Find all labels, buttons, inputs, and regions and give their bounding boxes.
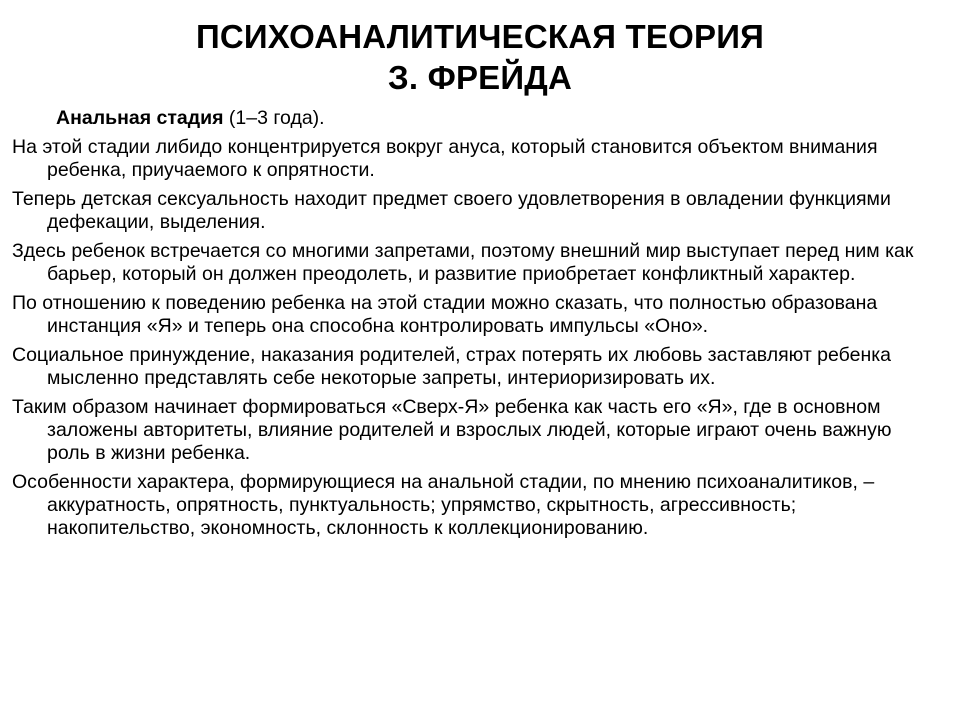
stage-name: Анальная стадия	[56, 107, 224, 129]
paragraph-character-traits: Особенности характера, формирующиеся на анальной стадии, по мнению психоаналитиков, – аккуратность, опрятность, пунктуальность; упрямство, скрытность, агрессивность; накопительство, экономность, склонность к коллекционированию.	[12, 471, 875, 539]
paragraph-superego: Таким образом начинает формироваться «Сверх-Я» ребенка как часть его «Я», где в основном заложены авторитеты, влияние родителей и взрослых людей, которые играют очень важную роль в жизни ребенка.	[12, 396, 892, 464]
stage-subtitle	[56, 107, 932, 130]
paragraph-sexuality-object: Теперь детская сексуальность находит предмет своего удовлетворения в овладении функциями дефекации, выделения.	[12, 188, 891, 233]
paragraph-prohibitions: Здесь ребенок встречается со многими запретами, поэтому внешний мир выступает перед ним как барьер, который он должен преодолеть, и развитие приобретает конфликтный характер.	[12, 240, 914, 285]
slide-title	[60, 16, 900, 98]
slide-body	[12, 107, 932, 546]
paragraph-social-coercion: Социальное принуждение, наказания родителей, страх потерять их любовь заставляют ребенка мысленно представлять себе некоторые запреты, интериоризировать их.	[12, 344, 892, 389]
stage-age-range: (1–3 года).	[223, 107, 325, 129]
title-line-2: З. ФРЕЙДА	[387, 59, 573, 96]
paragraph-libido-focus: На этой стадии либидо концентрируется вокруг ануса, который становится объектом внимания ребенка, приучаемого к опрятности.	[12, 136, 878, 181]
paragraph-ego-formation: По отношению к поведению ребенка на этой стадии можно сказать, что полностью образована инстанция «Я» и теперь она способна контролировать импульсы «Оно».	[12, 292, 878, 337]
title-line-1: ПСИХОАНАЛИТИЧЕСКАЯ ТЕОРИЯ	[195, 18, 765, 55]
